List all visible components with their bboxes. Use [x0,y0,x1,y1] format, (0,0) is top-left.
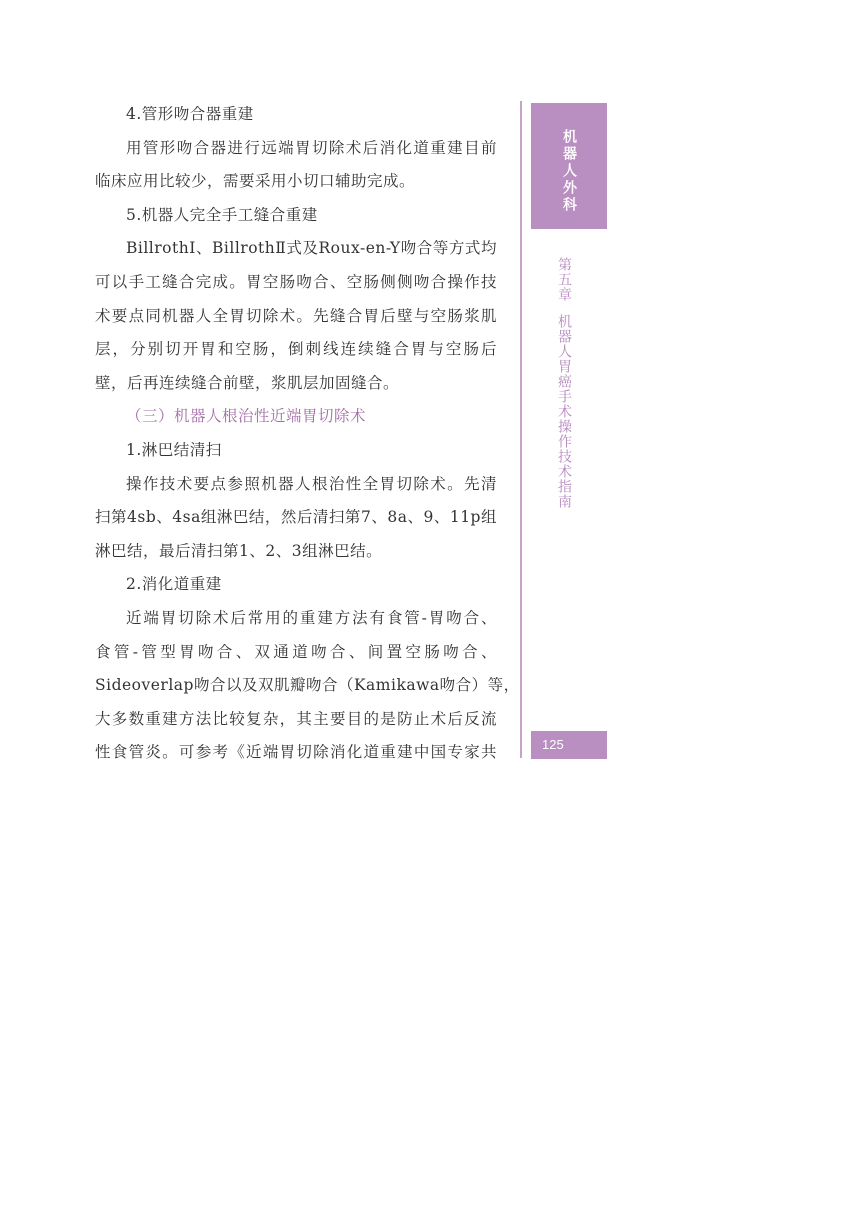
page-number-tab [531,731,607,759]
subheading-lymph-node: 1.淋巴结清扫 [126,440,222,459]
paragraph-line: 层，分别切开胃和空肠，倒刺线连续缝合胃与空肠后 [95,340,497,359]
chapter-prefix: 第五章 [556,257,572,302]
main-text-column [95,98,520,770]
paragraph-line: 操作技术要点参照机器人根治性全胃切除术。先清 [126,474,497,493]
paragraph-line: 大多数重建方法比较复杂，其主要目的是防止术后反流 [95,709,497,728]
section-heading: （三）机器人根治性近端胃切除术 [126,407,367,426]
paragraph-line: 用管形吻合器进行远端胃切除术后消化道重建目前 [126,138,497,157]
paragraph-line: 淋巴结，最后清扫第1、2、3组淋巴结。 [95,541,383,560]
paragraph-line: 扫第4sb、4sa组淋巴结，然后清扫第7、8a、9、11p组 [95,508,497,527]
page-number: 125 [542,737,564,752]
paragraph-line: Sideoverlap吻合以及双肌瓣吻合（Kamikawa吻合）等， [95,676,520,695]
chapter-name: 机器人胃癌手术操作技术指南 [556,314,572,509]
subheading-reconstruction: 2.消化道重建 [126,575,222,594]
chapter-title [552,257,574,517]
paragraph-line: 可以手工缝合完成。胃空肠吻合、空肠侧侧吻合操作技 [95,272,497,291]
paragraph-line: 食管-管型胃吻合、双通道吻合、间置空肠吻合、 [95,642,497,661]
paragraph-line: 性食管炎。可参考《近端胃切除消化道重建中国专家共 [95,743,497,762]
section-tab [531,103,607,229]
paragraph-line: BillrothⅠ、BillrothⅡ式及Roux-en-Y吻合等方式均 [126,239,497,258]
subheading-hand-sewn: 5.机器人完全手工缝合重建 [126,205,318,224]
column-divider [520,101,522,758]
paragraph-line: 近端胃切除术后常用的重建方法有食管-胃吻合、 [126,608,497,627]
section-label: 机器人外科 [561,129,577,214]
subheading-tubular-stapler: 4.管形吻合器重建 [126,105,254,123]
paragraph-line: 术要点同机器人全胃切除术。先缝合胃后壁与空肠浆肌 [95,306,497,325]
paragraph-line: 临床应用比较少，需要采用小切口辅助完成。 [95,172,416,191]
paragraph-line: 壁，后再连续缝合前壁，浆肌层加固缝合。 [95,373,400,392]
